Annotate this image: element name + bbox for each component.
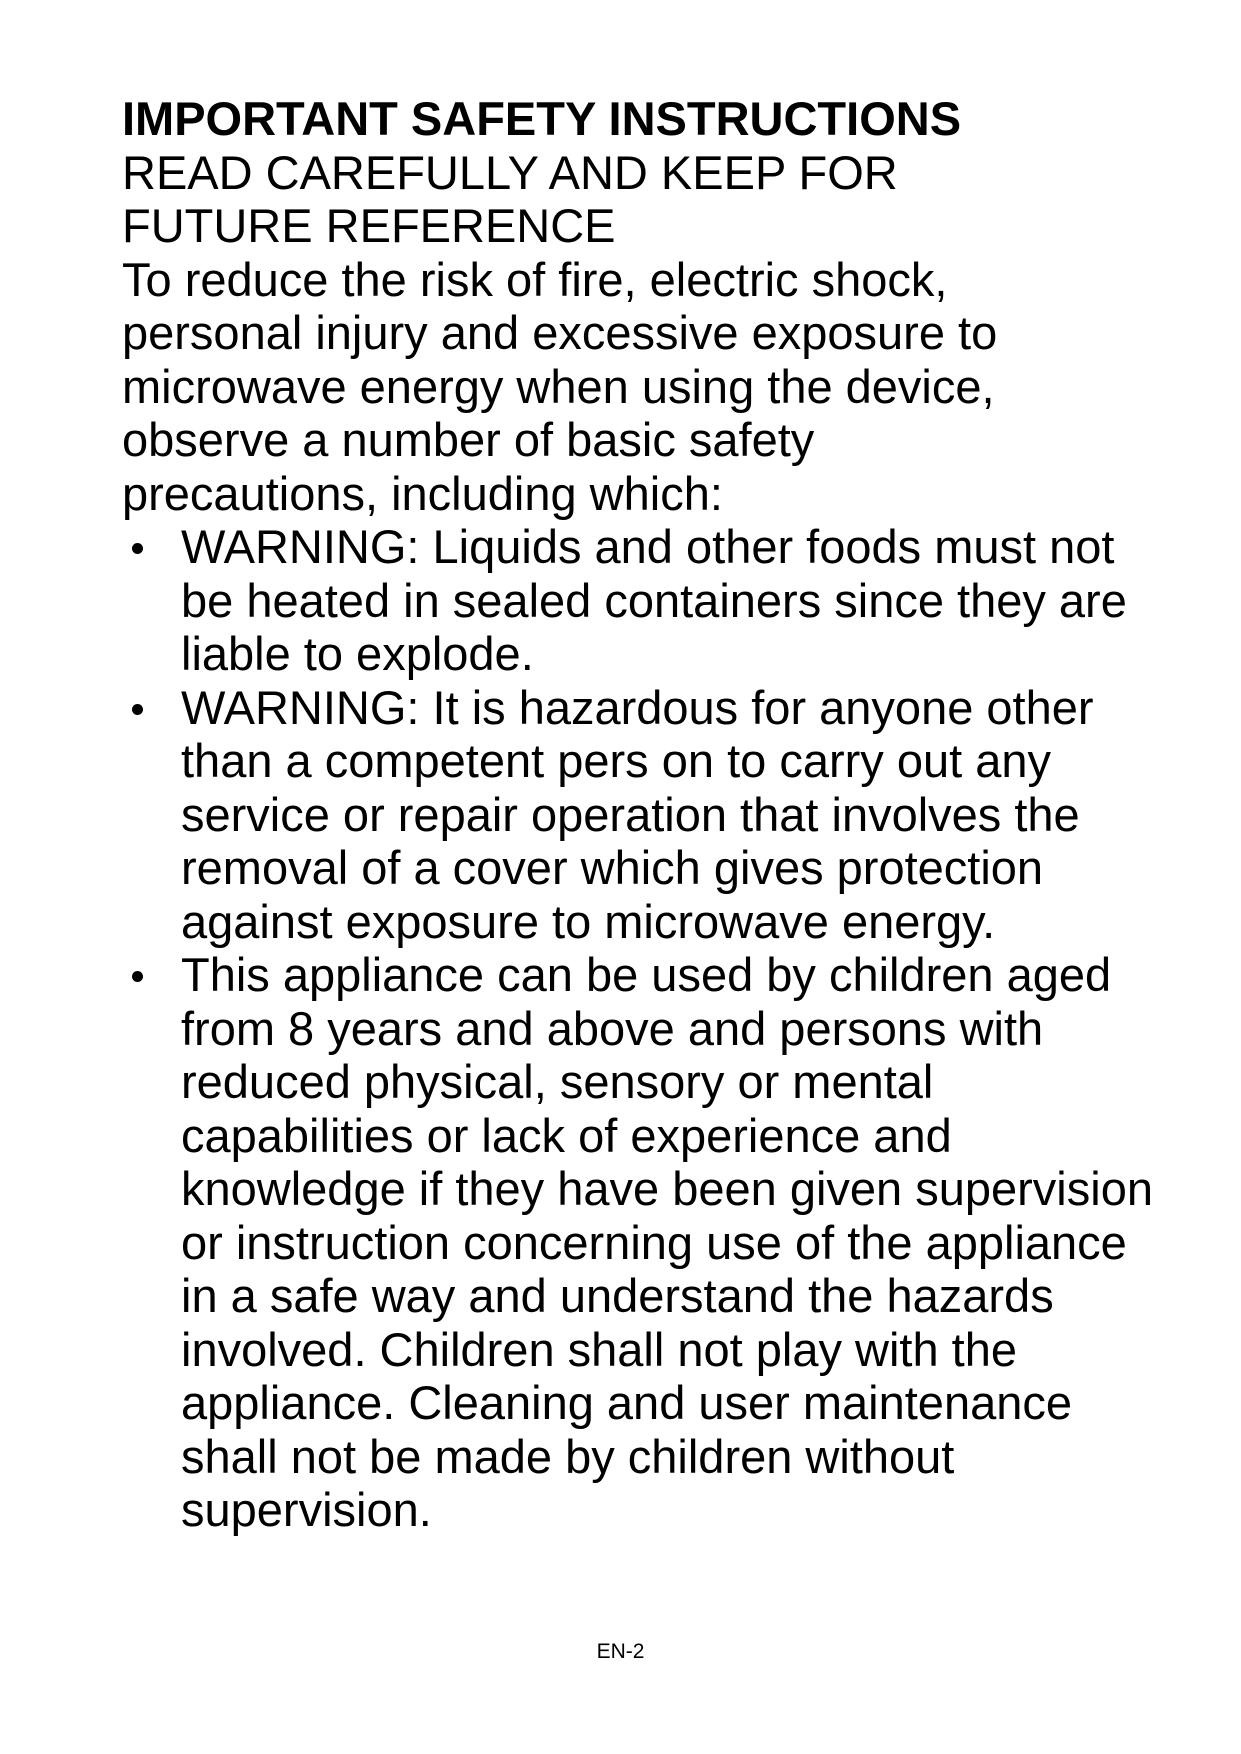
safety-bullet-list (122, 520, 1152, 1537)
bullet-icon (132, 704, 143, 715)
bullet-icon (132, 971, 143, 982)
list-item-text: This appliance can be used by children aged from 8 years and above and persons with reduced physical, sensory or mental capabilities or lack of experience and knowledge if they have been given supervision or instruction concerning use of the appliance in a safe way and understand the hazards involved. Children shall not play with the appliance. Cleaning and user maintenance shall not be made by children without supervision. (181, 948, 1153, 1536)
list-item-children-usage (122, 948, 1152, 1537)
list-item-text: WARNING: Liquids and other foods must not be heated in sealed containers since they are liable to explode. (181, 520, 1127, 680)
page-title: IMPORTANT SAFETY INSTRUCTIONS (122, 92, 962, 145)
page-number: EN-2 (596, 1640, 645, 1663)
subheading: READ CAREFULLY AND KEEP FOR FUTURE REFERENCE (122, 145, 898, 252)
list-item-text: WARNING: It is hazardous for anyone other than a competent pers on to carry out any service or repair operation that involves the removal of a cover which gives protection against exposure to microwave energy. (181, 680, 1094, 948)
intro-paragraph: To reduce the risk of fire, electric shock, personal injury and excessive exposure to microwave energy when using the device, observe a number of basic safety precautions, including which: (122, 252, 998, 520)
bullet-icon (132, 543, 143, 554)
list-item-warning-service-repair (122, 681, 1152, 949)
list-item-warning-sealed-containers (122, 520, 1152, 681)
safety-instructions-section (122, 92, 1152, 1537)
